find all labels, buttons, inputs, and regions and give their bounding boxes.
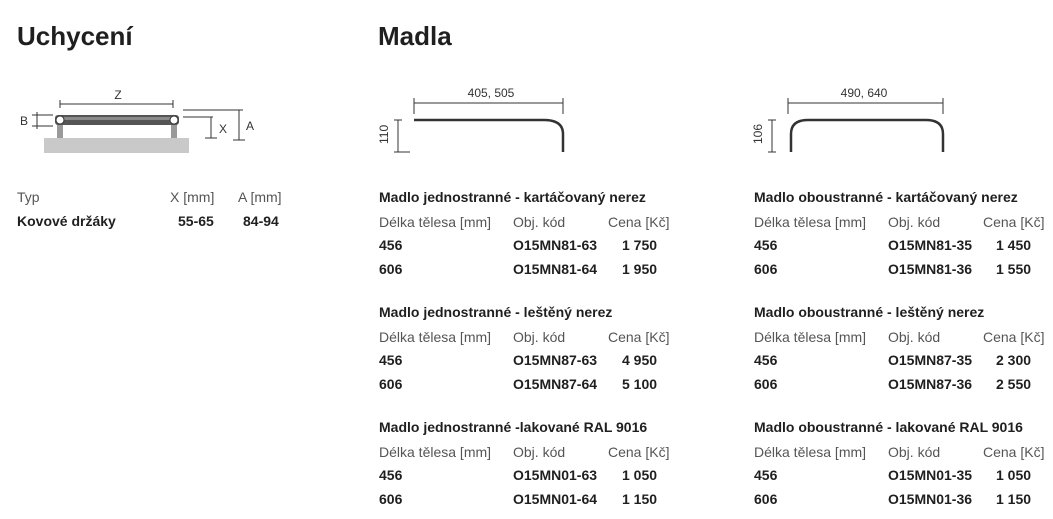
dim-b-label: B	[20, 114, 29, 128]
col-kod: Obj. kód	[513, 214, 566, 230]
mounting-diagram	[15, 82, 260, 157]
col-delka: Délka tělesa [mm]	[379, 214, 492, 230]
row-kod: O15MN01-64	[513, 491, 598, 507]
row-cena: 2 550	[996, 376, 1032, 392]
col-kod: Obj. kód	[513, 444, 566, 460]
row-delka: 606	[379, 376, 403, 392]
row-delka: 456	[754, 467, 778, 483]
col-delka: Délka tělesa [mm]	[754, 214, 867, 230]
row-kod: O15MN87-64	[513, 376, 598, 392]
row-kod: O15MN81-64	[513, 261, 598, 277]
col-delka: Délka tělesa [mm]	[379, 444, 492, 460]
group-title: Madlo oboustranné - lakované RAL 9016	[754, 419, 1023, 435]
a-value: 84-94	[243, 213, 279, 229]
typ-value: Kovové držáky	[17, 213, 116, 229]
row-kod: O15MN81-63	[513, 237, 598, 253]
col-delka: Délka tělesa [mm]	[379, 329, 492, 345]
row-kod: O15MN01-63	[513, 467, 598, 483]
col-cena: Cena [Kč]	[983, 214, 1045, 230]
row-kod: O15MN81-36	[888, 261, 973, 277]
row-cena: 1 150	[622, 491, 658, 507]
row-cena: 1 750	[622, 237, 658, 253]
row-cena: 1 050	[622, 467, 658, 483]
row-kod: O15MN87-36	[888, 376, 973, 392]
row-kod: O15MN81-35	[888, 237, 973, 253]
col-kod: Obj. kód	[888, 214, 941, 230]
row-delka: 606	[754, 491, 778, 507]
row-kod: O15MN01-35	[888, 467, 973, 483]
madla-title: Madla	[378, 21, 452, 51]
single-handle-drawing	[374, 82, 574, 162]
uchyceni-title: Uchycení	[17, 21, 133, 51]
col-kod: Obj. kód	[888, 444, 941, 460]
group-title: Madlo jednostranné - kartáčovaný nerez	[379, 189, 646, 205]
col-cena: Cena [Kč]	[608, 444, 670, 460]
row-delka: 456	[754, 352, 778, 368]
row-cena: 1 550	[996, 261, 1032, 277]
dim-a-label: A	[246, 119, 255, 133]
row-delka: 456	[754, 237, 778, 253]
row-delka: 456	[379, 467, 403, 483]
dim-x-label: X	[219, 122, 228, 136]
row-cena: 2 300	[996, 352, 1032, 368]
group-title: Madlo jednostranné -lakované RAL 9016	[379, 419, 648, 435]
group-title: Madlo jednostranné - leštěný nerez	[379, 304, 613, 320]
col-delka: Délka tělesa [mm]	[754, 444, 867, 460]
double-height-label: 106	[751, 123, 765, 144]
col-kod: Obj. kód	[888, 329, 941, 345]
row-kod: O15MN87-63	[513, 352, 598, 368]
row-kod: O15MN87-35	[888, 352, 973, 368]
row-delka: 606	[379, 491, 403, 507]
group-single-brushed	[379, 189, 679, 205]
dim-z-label: Z	[114, 88, 122, 102]
row-delka: 456	[379, 237, 403, 253]
col-cena: Cena [Kč]	[608, 214, 670, 230]
x-header: X [mm]	[170, 189, 215, 205]
single-width-label: 405, 505	[467, 86, 515, 100]
row-cena: 4 950	[622, 352, 658, 368]
col-delka: Délka tělesa [mm]	[754, 329, 867, 345]
double-handle-drawing	[748, 82, 988, 162]
row-cena: 5 100	[622, 376, 658, 392]
single-height-label: 110	[377, 124, 391, 144]
row-delka: 606	[379, 261, 403, 277]
col-cena: Cena [Kč]	[983, 329, 1045, 345]
typ-header: Typ	[17, 189, 40, 205]
row-cena: 1 050	[996, 467, 1032, 483]
row-kod: O15MN01-36	[888, 491, 973, 507]
row-cena: 1 150	[996, 491, 1032, 507]
row-delka: 456	[379, 352, 403, 368]
group-title: Madlo oboustranné - leštěný nerez	[754, 304, 985, 320]
row-delka: 606	[754, 261, 778, 277]
x-value: 55-65	[178, 213, 214, 229]
group-title: Madlo oboustranné - kartáčovaný nerez	[754, 189, 1018, 205]
row-delka: 606	[754, 376, 778, 392]
col-cena: Cena [Kč]	[608, 329, 670, 345]
row-cena: 1 950	[622, 261, 658, 277]
col-kod: Obj. kód	[513, 329, 566, 345]
a-header: A [mm]	[238, 189, 282, 205]
double-width-label: 490, 640	[840, 86, 888, 100]
row-cena: 1 450	[996, 237, 1032, 253]
col-cena: Cena [Kč]	[983, 444, 1045, 460]
